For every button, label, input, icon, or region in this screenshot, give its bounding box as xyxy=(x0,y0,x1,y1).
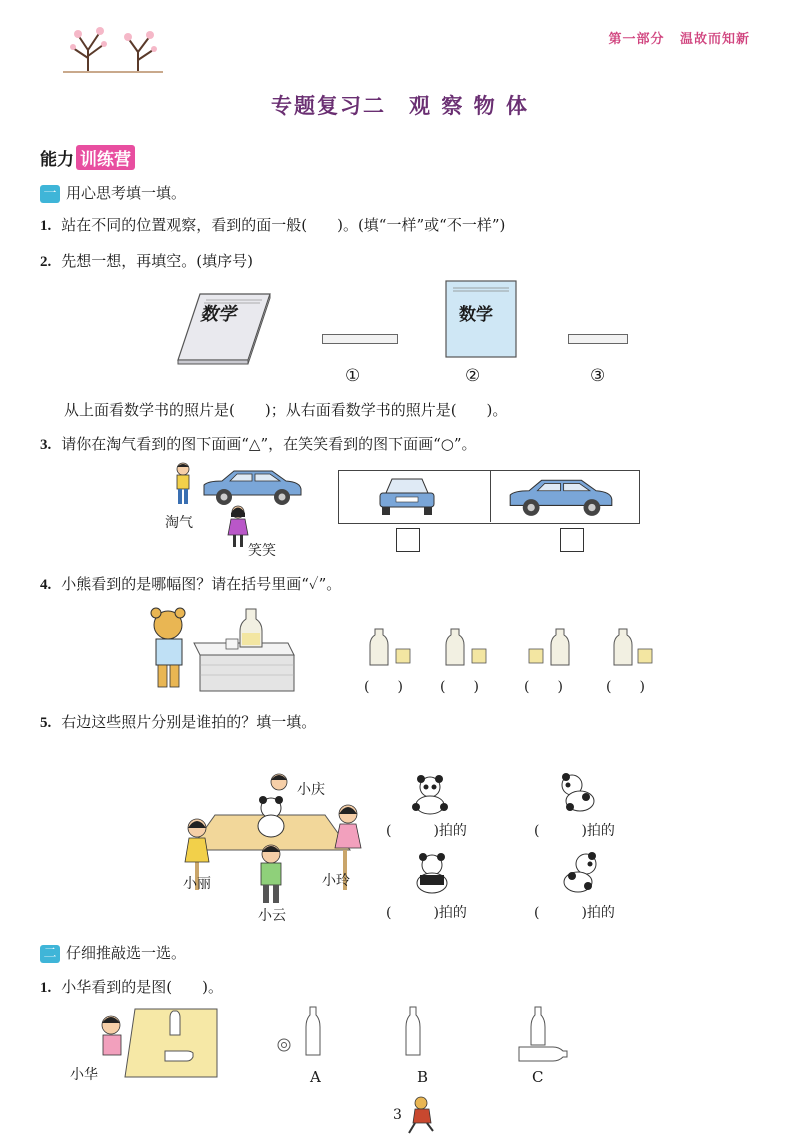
q-number: 1. xyxy=(40,980,52,996)
option-view-1 xyxy=(368,627,418,667)
option-a-label[interactable]: A xyxy=(310,1068,321,1086)
car-side-view xyxy=(505,474,617,518)
q4-paren-2[interactable]: ( ) xyxy=(440,679,479,695)
q-text: 小华看到的是图( )。 xyxy=(61,978,223,996)
q-text: 小熊看到的是哪幅图？请在括号里画“✓”。 xyxy=(61,575,342,593)
book-title-1: 数学 xyxy=(200,304,236,325)
panda-table-scene xyxy=(175,770,370,920)
name-xiaoyun: 小云 xyxy=(258,908,286,924)
boy-figure-icon xyxy=(170,462,196,508)
q-number: 3. xyxy=(40,437,52,453)
q4-paren-4[interactable]: ( ) xyxy=(606,679,645,695)
book-side-view xyxy=(322,334,398,344)
name-taoqi: 淘气 xyxy=(165,515,193,531)
q-number: 1. xyxy=(40,218,52,234)
header-part-title: 温故而知新 xyxy=(679,32,750,47)
bear-at-table-illustration xyxy=(148,603,300,693)
car-views-divider xyxy=(490,470,491,522)
page-number: 3 xyxy=(393,1107,402,1123)
option-view-2 xyxy=(444,627,494,667)
question-1-3 xyxy=(40,433,477,454)
badge-highlight: 训练营 xyxy=(76,145,135,170)
q-number: 2. xyxy=(40,254,52,270)
question-1-2 xyxy=(40,250,253,271)
name-xiaoxiao: 笑笑 xyxy=(248,543,276,559)
q5-answer-4[interactable]: ( )拍的 xyxy=(534,905,615,921)
q2-answer-line: 从上面看数学书的照片是( )；从右面看数学书的照片是( )。 xyxy=(64,401,508,419)
part2-heading xyxy=(40,942,186,963)
option-view-3 xyxy=(525,627,575,667)
name-xiaoqing: 小庆 xyxy=(297,782,325,798)
panda-photo-3 xyxy=(410,853,454,895)
name-xiaohua: 小华 xyxy=(70,1067,98,1083)
q-text: 站在不同的位置观察，看到的面一般( )。(填“一样”或“不一样”) xyxy=(61,216,506,234)
answer-box-front[interactable] xyxy=(396,528,420,552)
xiaohua-table-scene xyxy=(95,1005,220,1080)
car-front-view xyxy=(376,475,438,517)
question-1-5 xyxy=(40,711,316,732)
q5-answer-2[interactable]: ( )拍的 xyxy=(534,823,615,839)
header-part: 第一部分 xyxy=(608,32,665,47)
part1-number: 一 xyxy=(40,185,60,203)
badge-prefix: 能力 xyxy=(40,150,74,170)
option-c-view xyxy=(515,1005,575,1065)
option-a-view xyxy=(275,1005,330,1065)
option-view-4 xyxy=(612,627,662,667)
mark-2: ② xyxy=(465,366,481,386)
question-1-1 xyxy=(40,214,505,235)
q-number: 4. xyxy=(40,577,52,593)
part1-heading xyxy=(40,182,186,203)
q-text: 请你在淘气看到的图下面画“△”，在笑笑看到的图下面画“○”。 xyxy=(61,435,477,453)
q5-answer-3[interactable]: ( )拍的 xyxy=(386,905,467,921)
book-title-2: 数学 xyxy=(459,305,493,325)
ability-badge xyxy=(40,145,135,170)
panda-photo-2 xyxy=(556,773,600,813)
q4-paren-1[interactable]: ( ) xyxy=(364,679,403,695)
name-xiaoli: 小丽 xyxy=(183,876,211,892)
q-number: 5. xyxy=(40,715,52,731)
decorative-tree-illustration xyxy=(58,20,168,75)
option-c-label[interactable]: C xyxy=(532,1068,544,1086)
car-illustration xyxy=(200,465,305,507)
header-section-label xyxy=(608,28,750,47)
question-2-1 xyxy=(40,976,223,997)
name-xiaoling: 小玲 xyxy=(322,873,350,889)
part2-title: 仔细推敲选一选。 xyxy=(66,944,187,962)
part1-title: 用心思考填一填。 xyxy=(66,184,187,202)
option-b-view xyxy=(395,1005,435,1065)
q4-paren-3[interactable]: ( ) xyxy=(524,679,563,695)
mark-1: ① xyxy=(345,366,361,386)
page-title: 专题复习二 观 察 物 体 xyxy=(271,94,529,118)
panda-photo-1 xyxy=(408,775,452,815)
book-top-view xyxy=(568,334,628,344)
q5-answer-1[interactable]: ( )拍的 xyxy=(386,823,467,839)
mark-3: ③ xyxy=(590,366,606,386)
answer-box-side[interactable] xyxy=(560,528,584,552)
part2-number: 二 xyxy=(40,945,60,963)
q-text: 右边这些照片分别是谁拍的？填一填。 xyxy=(61,713,317,731)
q-text: 先想一想，再填空。(填序号) xyxy=(61,252,253,270)
question-1-4 xyxy=(40,573,341,594)
panda-photo-4 xyxy=(560,852,604,894)
option-b-label[interactable]: B xyxy=(417,1068,429,1086)
running-mascot-icon xyxy=(403,1095,437,1135)
